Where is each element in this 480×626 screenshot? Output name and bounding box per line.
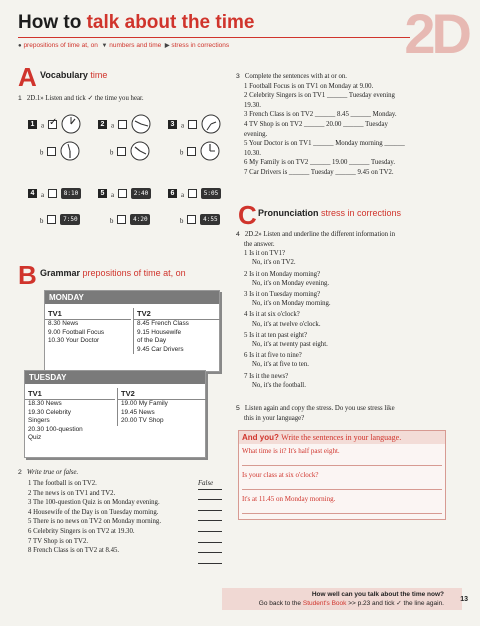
exercise-5-text-2: this in your language?: [244, 414, 305, 422]
section-a-title: Vocabulary: [40, 70, 88, 80]
answer: No, it's on Monday morning.: [252, 300, 331, 308]
ex3-item: 1 Football Focus is on TV1 on Monday at 9.00.: [244, 82, 374, 90]
clock-item-4b: [40, 210, 80, 228]
tv2-column: [133, 308, 220, 354]
section-b-letter: B: [18, 260, 37, 290]
tv1-column: [25, 388, 115, 443]
option-b-label: b: [180, 149, 184, 157]
section-c-title: Pronunciation: [258, 208, 319, 218]
analog-clock-icon: [200, 141, 220, 161]
ex3-item: 4 TV Shop is on TV2 ______ 20.00 ______ Tuesday: [244, 120, 388, 128]
ex2-item-2: [28, 489, 161, 499]
exercise-1-text: 2D.1» Listen and tick ✓ the time you hear.: [26, 95, 144, 102]
option-a-checkbox[interactable]: [188, 120, 197, 129]
exercise-3-text: Complete the sentences with at or on.: [244, 73, 348, 80]
answer-blank[interactable]: [198, 532, 222, 543]
answer-blank[interactable]: [198, 511, 222, 522]
self-assessment-footer: [222, 588, 462, 610]
question: 3 Is it on Tuesday morning?: [244, 291, 321, 298]
digital-clock: 8:10: [61, 188, 81, 199]
clock-item-1: [28, 114, 81, 134]
programme-row: 18.30 News: [28, 400, 62, 407]
answer: No, it's the football.: [252, 381, 306, 389]
programme-row: 20.00 TV Shop: [121, 417, 164, 424]
clock-item-2: [98, 114, 151, 134]
monday-schedule: [44, 290, 220, 372]
option-b-checkbox[interactable]: [47, 215, 56, 224]
exercise-4-text-2: the answer.: [244, 240, 275, 248]
option-a-checkbox[interactable]: [48, 116, 58, 129]
topic-2: numbers and time: [109, 42, 162, 49]
item-number: 1: [28, 120, 37, 129]
item-number: 2: [98, 120, 107, 129]
tick-mark-icon: ✓: [49, 116, 58, 128]
programme-row: 19.00 My Family: [121, 400, 168, 407]
option-b-label: b: [110, 218, 114, 225]
question: 7 Is it the news?: [244, 372, 289, 380]
ex2-item-7: [28, 537, 161, 547]
and-you-box: [238, 430, 446, 520]
programme-row: 9.15 Housewife: [137, 328, 182, 336]
option-a-label: a: [181, 192, 185, 199]
programme-row: 9.00 Football Focus: [48, 328, 105, 336]
option-a-label: a: [181, 122, 185, 130]
question: 6 Is it at five to nine?: [244, 352, 302, 360]
footer-text-pre: Go back to the: [258, 600, 302, 607]
write-line[interactable]: [242, 465, 442, 466]
answer-blank[interactable]: [198, 543, 222, 554]
channel-header: TV2: [118, 388, 206, 400]
answer-blank[interactable]: [198, 490, 222, 501]
ex2-item-text: 5 There is no news on TV2 on Monday morning.: [28, 518, 162, 526]
digital-clock: 4:55: [200, 214, 220, 225]
section-a-letter: A: [18, 62, 37, 92]
ex3-item: 7 Car Drivers is ______ Tuesday ______ 9.45 on TV2.: [244, 168, 394, 176]
ex2-item-8: [28, 546, 161, 556]
ex2-item-text: 3 The 100-question Quiz is on Monday evening.: [28, 499, 160, 507]
option-b-checkbox[interactable]: [187, 215, 196, 224]
option-a-label: a: [41, 192, 45, 199]
page-title: [18, 12, 254, 34]
option-b-label: b: [180, 218, 184, 225]
answer-blank[interactable]: [198, 500, 222, 511]
exercise-3-number: 3: [236, 73, 240, 80]
and-you-instruction: Write the sentences in your language.: [281, 433, 402, 442]
ex2-item-text: 8 French Class is on TV2 at 8.45.: [28, 547, 120, 555]
digital-clock: 7:50: [60, 214, 80, 225]
digital-clock: 5:05: [201, 188, 221, 199]
tuesday-schedule: [24, 370, 206, 458]
exercise-3: [236, 72, 405, 178]
section-a-topic: time: [90, 70, 108, 80]
clock-item-3b: [180, 141, 220, 161]
exercise-2-text: Write true or false.: [26, 469, 79, 476]
answer-blank[interactable]: [198, 553, 222, 564]
footer-question: How well can you talk about the time now?: [311, 591, 444, 598]
programme-row: 20.30 100-question: [28, 425, 83, 433]
clock-item-2b: [110, 141, 150, 161]
item-number: 6: [168, 189, 177, 198]
exercise-2-items: [28, 479, 161, 556]
ex2-item-5: [28, 517, 161, 527]
answer-blank[interactable]: [198, 521, 222, 532]
ex2-item-4: [28, 508, 161, 518]
write-line[interactable]: [242, 513, 442, 514]
ex2-item-1: [28, 479, 161, 489]
ex3-item: 3 French Class is on TV2 ______ 8.45 ______ Monday.: [244, 111, 397, 119]
programme-row: Singers: [28, 417, 50, 424]
programme-row: 10.30 Your Doctor: [48, 337, 100, 344]
programme-row: 9.45 Car Drivers: [137, 345, 184, 353]
section-c-topic: stress in corrections: [321, 208, 402, 218]
section-b-topic: prepositions of time at, on: [82, 268, 186, 278]
option-b-checkbox[interactable]: [47, 147, 56, 156]
schedule-day: MONDAY: [45, 291, 219, 304]
question: 2 Is it on Monday morning?: [244, 270, 321, 278]
exercise-4: [236, 230, 395, 390]
and-you-header: [239, 431, 445, 444]
exercise-5-number: 5: [236, 405, 240, 412]
title-prefix: How to: [18, 12, 82, 33]
option-a-checkbox[interactable]: [188, 189, 197, 198]
section-a-heading: [40, 70, 107, 80]
item-number: 4: [28, 189, 37, 198]
topic-1: prepositions of time at, on: [23, 42, 98, 49]
footer-instruction: [222, 599, 444, 608]
exercise-1-instruction: [18, 94, 144, 104]
ex2-item-6: [28, 527, 161, 537]
clock-item-4: [28, 184, 81, 202]
ex2-item-text: 7 TV Shop is on TV2.: [28, 537, 89, 545]
programme-row: 19.30 Celebrity: [28, 408, 71, 416]
exercise-5-instruction: [236, 404, 395, 414]
exercise-2-number: 2: [18, 469, 22, 476]
ex3-item: 6 My Family is on TV2 ______ 19.00 ______ Tuesday.: [244, 159, 396, 167]
question: 5 Is it at ten past eight?: [244, 331, 308, 339]
option-b-label: b: [110, 149, 114, 157]
option-a-checkbox[interactable]: [118, 189, 127, 198]
programme-row: Quiz: [28, 434, 42, 441]
exercise-5: [236, 404, 395, 423]
tv1-column: [45, 308, 131, 346]
title-rule: [18, 37, 410, 38]
topic-3: stress in corrections: [171, 42, 230, 49]
option-a-checkbox[interactable]: [48, 189, 57, 198]
ex3-item: 5 Your Doctor is on TV1 ______ Monday morning ______: [244, 140, 405, 148]
exercise-4-number: 4: [236, 231, 240, 238]
ex2-item-3: [28, 498, 161, 508]
digital-clock: 4:20: [130, 214, 150, 225]
section-c-heading: [258, 208, 401, 218]
clock-item-5: [98, 184, 151, 202]
section-b-title: Grammar: [40, 268, 81, 278]
tv2-column: [117, 388, 206, 426]
clock-item-3: [168, 114, 221, 134]
footer-book-link[interactable]: Student's Book: [302, 600, 347, 607]
write-line[interactable]: [242, 489, 442, 490]
section-c-letter: C: [238, 200, 257, 230]
item-number: 5: [98, 189, 107, 198]
channel-header: TV1: [25, 388, 115, 400]
answer: No, it's on Monday evening.: [252, 279, 330, 287]
ex2-item-text: 2 The news is on TV1 and TV2.: [28, 489, 116, 497]
clock-item-6: [168, 184, 221, 202]
option-b-label: b: [40, 149, 44, 157]
exercise-3-instruction: [236, 72, 405, 82]
answer: No, it's at twenty past eight.: [252, 341, 328, 349]
programme-row: 8.30 News: [48, 320, 79, 327]
option-a-label: a: [41, 122, 45, 130]
exercise-1-number: 1: [18, 95, 22, 102]
option-b-label: b: [40, 218, 44, 225]
lesson-code-text: 2D: [404, 2, 468, 65]
section-b-heading: [40, 268, 186, 278]
lesson-topics: ● prepositions of time at, on ▼ numbers and time ▶ stress in corrections: [18, 42, 230, 49]
channel-header: TV2: [134, 308, 220, 320]
analog-clock-icon: [201, 114, 221, 134]
ex2-item-text: 1 The football is on TV2.: [28, 480, 97, 487]
item-number: 3: [168, 120, 177, 129]
option-b-checkbox[interactable]: [117, 147, 126, 156]
question: 1 Is it on TV1?: [244, 250, 286, 258]
clock-item-6b: [180, 210, 220, 228]
option-a-label: a: [111, 122, 115, 130]
clock-item-5b: [110, 210, 150, 228]
and-you-sentence: It's at 11.45 on Monday morning.: [242, 495, 336, 503]
and-you-sentence: Is your class at six o'clock?: [242, 471, 319, 479]
exercise-4-instruction: [236, 230, 395, 240]
programme-row: 19.45 News: [121, 408, 155, 416]
exercise-3-items: [236, 82, 405, 178]
ex3-item: 19.30.: [244, 101, 261, 109]
clock-item-1b: [40, 141, 80, 161]
ex2-item-text: 4 Housewife of the Day is on Tuesday morning.: [28, 508, 159, 516]
ex3-item: 2 Celebrity Singers is on TV1 ______ Tuesday evening: [244, 92, 395, 100]
option-a-label: a: [111, 192, 115, 199]
answer: No, it's on TV2.: [252, 259, 296, 267]
answer: No, it's at twelve o'clock.: [252, 320, 321, 328]
option-b-checkbox[interactable]: [117, 215, 126, 224]
analog-clock-icon: [130, 141, 150, 161]
title-highlight: talk about the time: [86, 12, 255, 33]
analog-clock-icon: [60, 141, 80, 161]
question: 4 Is it at six o'clock?: [244, 311, 300, 319]
option-b-checkbox[interactable]: [187, 147, 196, 156]
ex3-item: 10.30.: [244, 149, 261, 157]
page-number: 13: [460, 596, 468, 603]
programme-row: 8.45 French Class: [137, 320, 189, 327]
exercise-5-text: Listen again and copy the stress. Do you use stress like: [244, 405, 395, 412]
exercise-4-text: 2D.2» Listen and underline the different information in: [244, 231, 396, 238]
qa-list: [236, 249, 395, 390]
option-a-checkbox[interactable]: [118, 120, 127, 129]
lesson-code: [404, 2, 468, 65]
exercise-2-instruction: [18, 468, 78, 478]
and-you-title: And you?: [242, 433, 279, 442]
digital-clock: 2:40: [131, 188, 151, 199]
programme-row: of the Day: [137, 337, 167, 344]
ex2-answer-column: [198, 479, 222, 564]
channel-header: TV1: [45, 308, 131, 320]
ex3-item: evening.: [244, 130, 268, 138]
analog-clock-icon: [131, 114, 151, 134]
footer-text-post: >> p.23 and tick ✓ the line again.: [348, 600, 444, 607]
analog-clock-icon: [61, 114, 81, 134]
schedule-day: TUESDAY: [25, 371, 205, 384]
example-answer: False: [198, 479, 222, 490]
answer: No, it's at five to ten.: [252, 361, 309, 369]
and-you-sentence: What time is it? It's half past eight.: [242, 447, 340, 455]
ex2-item-text: 6 Celebrity Singers is on TV2 at 19.30.: [28, 527, 135, 535]
